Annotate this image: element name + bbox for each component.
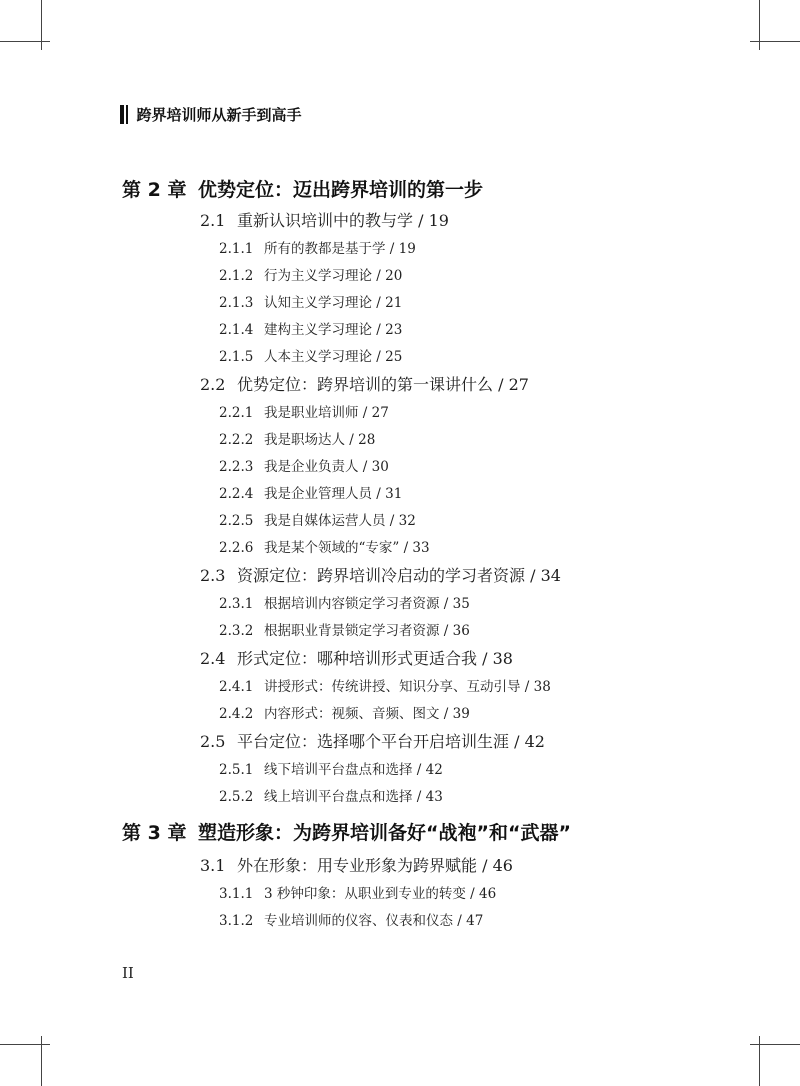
toc-subsection-2-5-2[interactable]: [219, 785, 443, 805]
subsection-title: 线下培训平台盘点和选择 / 42: [264, 762, 443, 778]
subsection-number: 2.1.5: [219, 349, 254, 365]
toc-subsection-2-3-1[interactable]: [219, 592, 470, 612]
subsection-title: 人本主义学习理论 / 25: [264, 349, 403, 365]
subsection-title: 根据培训内容锁定学习者资源 / 35: [264, 596, 470, 612]
crop-mark-bottom-right-h: [750, 1044, 800, 1045]
toc-subsection-2-4-1[interactable]: [219, 675, 551, 695]
subsection-number: 2.2.2: [219, 432, 254, 448]
toc-subsection-2-5-1[interactable]: [219, 758, 443, 778]
chapter-title: 优势定位：迈出跨界培训的第一步: [198, 179, 484, 201]
running-header: [120, 103, 302, 125]
subsection-number: 2.2.1: [219, 405, 254, 421]
subsection-title: 线上培训平台盘点和选择 / 43: [264, 789, 443, 805]
subsection-number: 2.5.1: [219, 762, 254, 778]
toc-subsection-2-1-1[interactable]: [219, 237, 416, 257]
subsection-title: 建构主义学习理论 / 23: [264, 322, 403, 338]
crop-mark-top-right-v: [759, 0, 760, 50]
subsection-number: 3.1.2: [219, 913, 254, 929]
section-number: 2.3: [200, 566, 226, 585]
subsection-title: 我是自媒体运营人员 / 32: [264, 513, 416, 529]
crop-mark-top-left-h: [0, 41, 50, 42]
toc-subsection-2-2-3[interactable]: [219, 455, 389, 475]
subsection-title: 所有的教都是基于学 / 19: [264, 241, 416, 257]
subsection-title: 认知主义学习理论 / 21: [264, 295, 403, 311]
toc-section-2-4[interactable]: [200, 646, 513, 669]
toc-section-3-1[interactable]: [200, 853, 513, 876]
subsection-number: 2.2.4: [219, 486, 254, 502]
chapter-title: 塑造形象：为跨界培训备好“战袍”和“武器”: [198, 822, 571, 844]
toc-subsection-2-3-2[interactable]: [219, 619, 470, 639]
section-title: 形式定位：哪种培训形式更适合我 / 38: [237, 649, 513, 668]
toc-subsection-2-1-3[interactable]: [219, 291, 402, 311]
subsection-number: 2.2.5: [219, 513, 254, 529]
subsection-number: 2.1.4: [219, 322, 254, 338]
subsection-number: 2.4.1: [219, 679, 254, 695]
crop-mark-bottom-left-h: [0, 1044, 50, 1045]
toc-subsection-2-2-6[interactable]: [219, 536, 430, 556]
subsection-number: 2.1.2: [219, 268, 254, 284]
subsection-title: 我是企业管理人员 / 31: [264, 486, 403, 502]
chapter-3-heading[interactable]: [122, 818, 571, 845]
subsection-title: 我是职场达人 / 28: [264, 432, 376, 448]
subsection-title: 内容形式：视频、音频、图文 / 39: [264, 706, 470, 722]
section-title: 资源定位：跨界培训冷启动的学习者资源 / 34: [237, 566, 561, 585]
header-bar-mark-thin: [126, 105, 128, 124]
toc-subsection-2-2-5[interactable]: [219, 509, 416, 529]
section-number: 2.2: [200, 375, 226, 394]
subsection-title: 我是企业负责人 / 30: [264, 459, 389, 475]
subsection-number: 2.3.1: [219, 596, 254, 612]
crop-mark-top-left-v: [41, 0, 42, 50]
toc-subsection-2-1-2[interactable]: [219, 264, 402, 284]
chapter-number: 第 3 章: [122, 822, 187, 844]
subsection-title: 根据职业背景锁定学习者资源 / 36: [264, 623, 470, 639]
chapter-number: 第 2 章: [122, 179, 187, 201]
header-bar-mark: [120, 105, 124, 124]
section-number: 2.4: [200, 649, 226, 668]
section-title: 重新认识培训中的教与学 / 19: [237, 211, 449, 230]
toc-subsection-3-1-1[interactable]: [219, 882, 496, 902]
toc-subsection-2-1-4[interactable]: [219, 318, 402, 338]
toc-subsection-2-4-2[interactable]: [219, 702, 470, 722]
toc-subsection-3-1-2[interactable]: [219, 909, 483, 929]
section-number: 2.1: [200, 211, 226, 230]
toc-subsection-2-2-1[interactable]: [219, 401, 389, 421]
page-number: II: [122, 964, 134, 982]
toc-section-2-2[interactable]: [200, 372, 529, 395]
subsection-title: 专业培训师的仪容、仪表和仪态 / 47: [264, 913, 484, 929]
subsection-title: 我是某个领域的“专家” / 33: [264, 540, 430, 556]
toc-subsection-2-1-5[interactable]: [219, 345, 402, 365]
section-title: 优势定位：跨界培训的第一课讲什么 / 27: [237, 375, 529, 394]
subsection-title: 讲授形式：传统讲授、知识分享、互动引导 / 38: [264, 679, 551, 695]
subsection-number: 2.1.3: [219, 295, 254, 311]
toc-subsection-2-2-4[interactable]: [219, 482, 402, 502]
section-title: 平台定位：选择哪个平台开启培训生涯 / 42: [237, 732, 545, 751]
subsection-title: 3 秒钟印象：从职业到专业的转变 / 46: [264, 886, 497, 902]
subsection-number: 2.2.6: [219, 540, 254, 556]
subsection-number: 2.3.2: [219, 623, 254, 639]
section-title: 外在形象：用专业形象为跨界赋能 / 46: [237, 856, 513, 875]
subsection-title: 我是职业培训师 / 27: [264, 405, 389, 421]
subsection-number: 2.1.1: [219, 241, 254, 257]
subsection-title: 行为主义学习理论 / 20: [264, 268, 403, 284]
subsection-number: 2.4.2: [219, 706, 254, 722]
crop-mark-top-right-h: [750, 41, 800, 42]
subsection-number: 3.1.1: [219, 886, 254, 902]
subsection-number: 2.2.3: [219, 459, 254, 475]
toc-section-2-5[interactable]: [200, 729, 545, 752]
chapter-2-heading[interactable]: [122, 175, 483, 202]
section-number: 2.5: [200, 732, 226, 751]
toc-section-2-3[interactable]: [200, 563, 561, 586]
toc-section-2-1[interactable]: [200, 208, 449, 231]
book-title: 跨界培训师从新手到高手: [136, 105, 302, 124]
section-number: 3.1: [200, 856, 226, 875]
subsection-number: 2.5.2: [219, 789, 254, 805]
toc-subsection-2-2-2[interactable]: [219, 428, 375, 448]
